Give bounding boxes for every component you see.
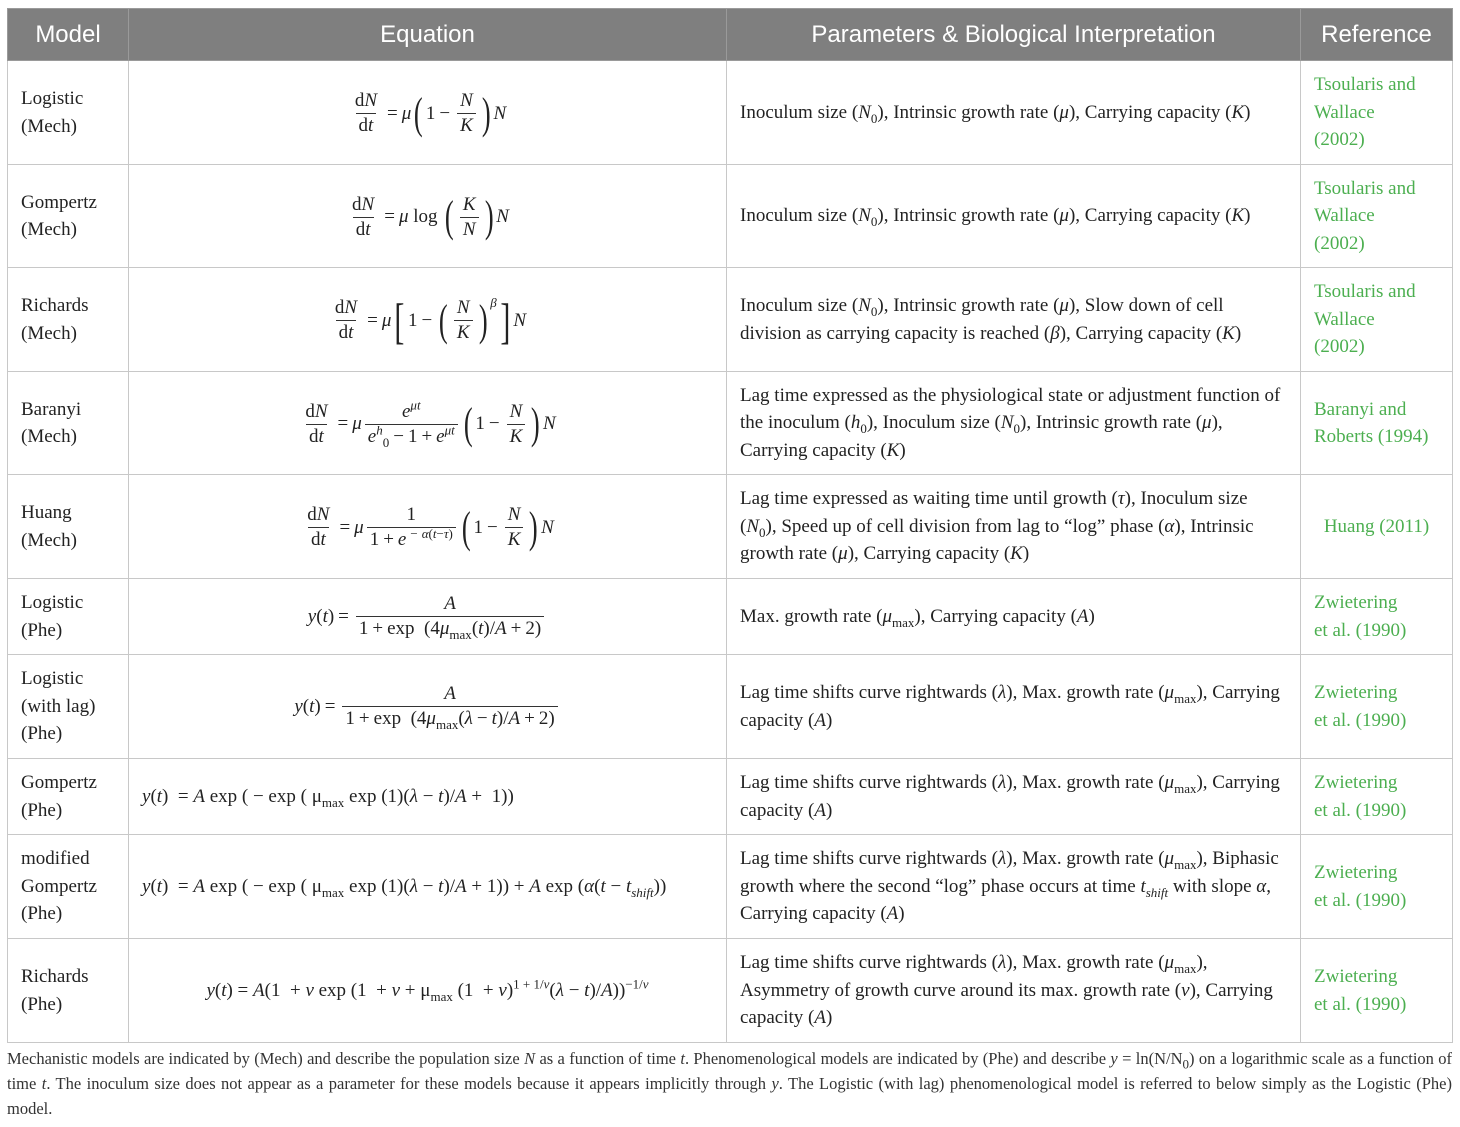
- header-reference: Reference: [1301, 9, 1453, 61]
- parameters-cell: Lag time shifts curve rightwards (λ), Max. growth rate $(\mu_{max})$, Carrying capacity (A): [727, 759, 1301, 835]
- table-row: [8, 61, 1453, 165]
- model-cell: Richards (Mech): [8, 268, 129, 372]
- model-cell: modified Gompertz (Phe): [8, 835, 129, 939]
- reference-cell: Huang (2011): [1301, 475, 1453, 579]
- table-row: [8, 835, 1453, 939]
- table-row: [8, 268, 1453, 372]
- model-cell: Logistic (with lag) (Phe): [8, 655, 129, 759]
- reference-cell: Zwietering et al. (1990): [1301, 835, 1453, 939]
- header-model: Model: [8, 9, 129, 61]
- table-row: [8, 475, 1453, 579]
- parameters-cell: Inoculum size $(N_0)$, Intrinsic growth rate (μ), Slow down of cell division as carrying capacity is reached (β), Carrying capacity (K): [727, 268, 1301, 372]
- equation-cell: $\frac{dN}{dt}$ = μ $\frac{1}{1 + e ^{- \alpha(t-\tau)}}$ ( 1 − $\frac{N}{K}$ ) N: [129, 475, 727, 579]
- reference-cell: Tsoularis and Wallace (2002): [1301, 165, 1453, 268]
- parameters-cell: Lag time shifts curve rightwards (λ), Max. growth rate $(\mu_{max})$, Carrying capacity (A): [727, 655, 1301, 759]
- equation-cell: $\frac{dN}{dt}$ = μ ( 1 − $\frac{N}{K}$ ) N: [129, 61, 727, 165]
- equation-cell: y(t) = A exp ( − exp ( $\mu_{max}$ exp (1)(λ − t)/A + 1)): [129, 759, 727, 835]
- parameters-cell: Inoculum size $(N_0)$, Intrinsic growth rate (μ), Carrying capacity (K): [727, 165, 1301, 268]
- table-row: [8, 579, 1453, 655]
- header-parameters: Parameters & Biological Interpretation: [727, 9, 1301, 61]
- table-footnote: Mechanistic models are indicated by (Mech) and describe the population size N as a function of time t. Phenomenological models are indicated by (Phe) and describe $y = \ln(N/N_0)$ on a logarithmic scale as a function of time t. The inoculum size does not appear as a parameter for these models because it appears implicitly through y. The Logistic (with lag) phenomenological model is referred to below simply as the Logistic (Phe) model.: [7, 1049, 1452, 1118]
- table-row: [8, 939, 1453, 1043]
- parameters-cell: Lag time shifts curve rightwards (λ), Max. growth rate $(\mu_{max})$, Asymmetry of growth curve around its max. growth rate (ν), Carrying capacity (A): [727, 939, 1301, 1043]
- parameters-cell: Lag time expressed as waiting time until growth (τ), Inoculum size $(N_0)$, Speed up of cell division from lag to “log” phase (α), Intrinsic growth rate (μ), Carrying capacity (K): [727, 475, 1301, 579]
- equation-cell: y ( t ) = $\frac{A}{1 + \exp (4\mu_{max}(t)/A + 2)}$: [129, 579, 727, 655]
- equation-cell: y(t) = A exp ( − exp ( $\mu_{max}$ exp (1)(λ − t)/A + 1)) + A $\exp (\alpha(t - t_{shift}))$: [129, 835, 727, 939]
- table-row: [8, 165, 1453, 268]
- model-cell: Logistic (Mech): [8, 61, 129, 165]
- model-cell: Logistic (Phe): [8, 579, 129, 655]
- table-row: [8, 372, 1453, 475]
- model-cell: Richards (Phe): [8, 939, 129, 1043]
- reference-cell: Zwietering et al. (1990): [1301, 655, 1453, 759]
- parameters-cell: Lag time shifts curve rightwards (λ), Max. growth rate $(\mu_{max})$, Biphasic growth where the second “log” phase occurs at time $t_{shift}$ with slope α, Carrying capacity (A): [727, 835, 1301, 939]
- reference-cell: Zwietering et al. (1990): [1301, 939, 1453, 1043]
- parameters-cell: Inoculum size $(N_0)$, Intrinsic growth rate (μ), Carrying capacity (K): [727, 61, 1301, 165]
- reference-cell: Baranyi and Roberts (1994): [1301, 372, 1453, 475]
- model-cell: Gompertz (Mech): [8, 165, 129, 268]
- reference-cell: Tsoularis and Wallace (2002): [1301, 61, 1453, 165]
- reference-cell: Tsoularis and Wallace (2002): [1301, 268, 1453, 372]
- header-row: [8, 9, 1453, 61]
- header-equation: Equation: [129, 9, 727, 61]
- table-row: [8, 655, 1453, 759]
- equation-cell: y(t) = A(1 + ν $\exp (1 + \nu + \mu_{max}$ $(1 + \nu)^{1 + 1/\nu}(\lambda - t)/A))^{-1/\nu}$: [129, 939, 727, 1043]
- parameters-cell: Lag time expressed as the physiological state or adjustment function of the inoculum $(h_0)$, Inoculum size $(N_0)$, Intrinsic growth rate (μ), Carrying capacity (K): [727, 372, 1301, 475]
- reference-cell: Zwietering et al. (1990): [1301, 759, 1453, 835]
- equation-cell: $\frac{dN}{dt}$ = μ [ 1 − ( $\frac{N}{K}$ ) $^\beta$ ] N: [129, 268, 727, 372]
- parameters-cell: Max. growth rate $(\mu_{max})$, Carrying capacity (A): [727, 579, 1301, 655]
- equation-cell: y ( t ) = $\frac{A}{1 + \exp (4\mu_{max}(\lambda - t)/A + 2)}$: [129, 655, 727, 759]
- equation-cell: $\frac{dN}{dt}$ = μ log ( $\frac{K}{N}$ ) N: [129, 165, 727, 268]
- equation-cell: $\frac{dN}{dt}$ = μ $\frac{e^{\mu t}}{e^h_0 - 1 + e^{\mu t}}$ ( 1 − $\frac{N}{K}$ ) N: [129, 372, 727, 475]
- model-cell: Gompertz (Phe): [8, 759, 129, 835]
- table-row: [8, 759, 1453, 835]
- model-cell: Huang (Mech): [8, 475, 129, 579]
- model-cell: Baranyi (Mech): [8, 372, 129, 475]
- reference-cell: Zwietering et al. (1990): [1301, 579, 1453, 655]
- models-table: [7, 8, 1453, 1043]
